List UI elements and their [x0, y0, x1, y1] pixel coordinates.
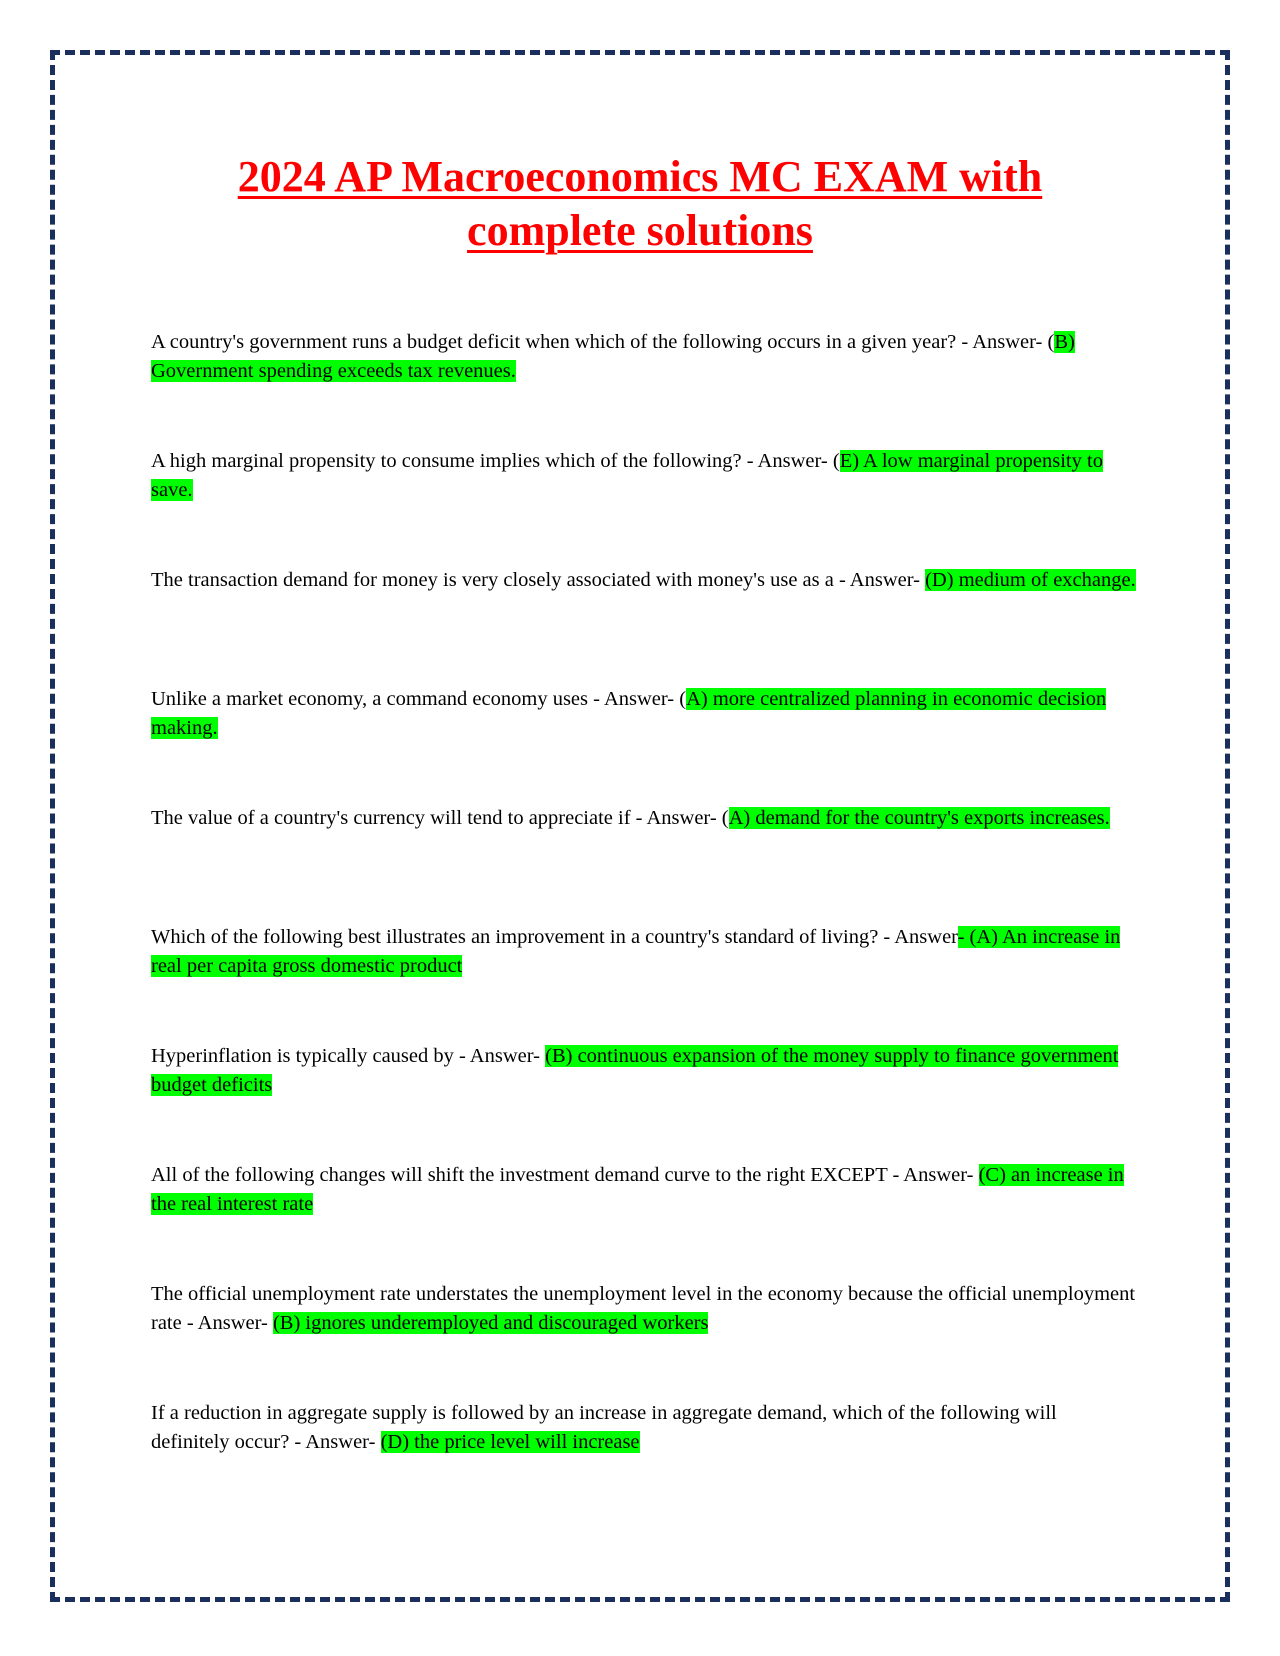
- answer-highlight: - (A) An increase in real per capita gross domestic product: [151, 926, 1121, 977]
- question-text: All of the following changes will shift the investment demand curve to the right EXCEPT - Answer-: [151, 1164, 979, 1186]
- question-item: [151, 804, 1136, 923]
- answer-highlight: A) more centralized planning in economic decision making.: [151, 688, 1107, 739]
- question-text: A country's government runs a budget deficit when which of the following occurs in a given year? - Answer- (: [151, 331, 1055, 353]
- question-text: A high marginal propensity to consume implies which of the following? - Answer- (: [151, 450, 840, 472]
- question-item: [151, 685, 1136, 804]
- answer-highlight: E) A low marginal propensity to save.: [151, 450, 1103, 501]
- question-text: The transaction demand for money is very closely associated with money's use as a - Answer-: [151, 569, 926, 591]
- question-item: [151, 1280, 1136, 1399]
- answer-highlight: (B) ignores underemployed and discouraged workers: [272, 1312, 709, 1334]
- document-title: 2024 AP Macroeconomics MC EXAM with complete solutions: [237, 152, 1043, 255]
- question-text: Which of the following best illustrates an improvement in a country's standard of living? - Answer: [151, 926, 958, 948]
- question-text: The value of a country's currency will tend to appreciate if - Answer- (: [151, 807, 729, 829]
- question-list: [151, 328, 1136, 1518]
- question-item: [151, 328, 1136, 447]
- question-text: The official unemployment rate understates the unemployment level in the economy because the official unemployment rate - Answer-: [151, 1283, 1136, 1334]
- answer-highlight: (B) continuous expansion of the money supply to finance government budget deficits: [151, 1045, 1119, 1096]
- answer-highlight: (D) the price level will increase: [380, 1431, 640, 1453]
- answer-highlight: (D) medium of exchange.: [925, 569, 1136, 591]
- answer-highlight: B) Government spending exceeds tax revenues.: [151, 331, 1075, 382]
- question-item: [151, 1161, 1136, 1280]
- question-text: Hyperinflation is typically caused by - Answer-: [151, 1045, 546, 1067]
- question-text: If a reduction in aggregate supply is followed by an increase in aggregate demand, which of the following will definitely occur? - Answer-: [151, 1402, 1057, 1453]
- question-item: [151, 1042, 1136, 1161]
- answer-highlight: (C) an increase in the real interest rate: [151, 1164, 1124, 1215]
- question-item: [151, 566, 1136, 685]
- question-text: Unlike a market economy, a command economy uses - Answer- (: [151, 688, 687, 710]
- answer-highlight: A) demand for the country's exports increases.: [728, 807, 1110, 829]
- question-item: [151, 1399, 1136, 1518]
- question-item: [151, 447, 1136, 566]
- question-item: [151, 923, 1136, 1042]
